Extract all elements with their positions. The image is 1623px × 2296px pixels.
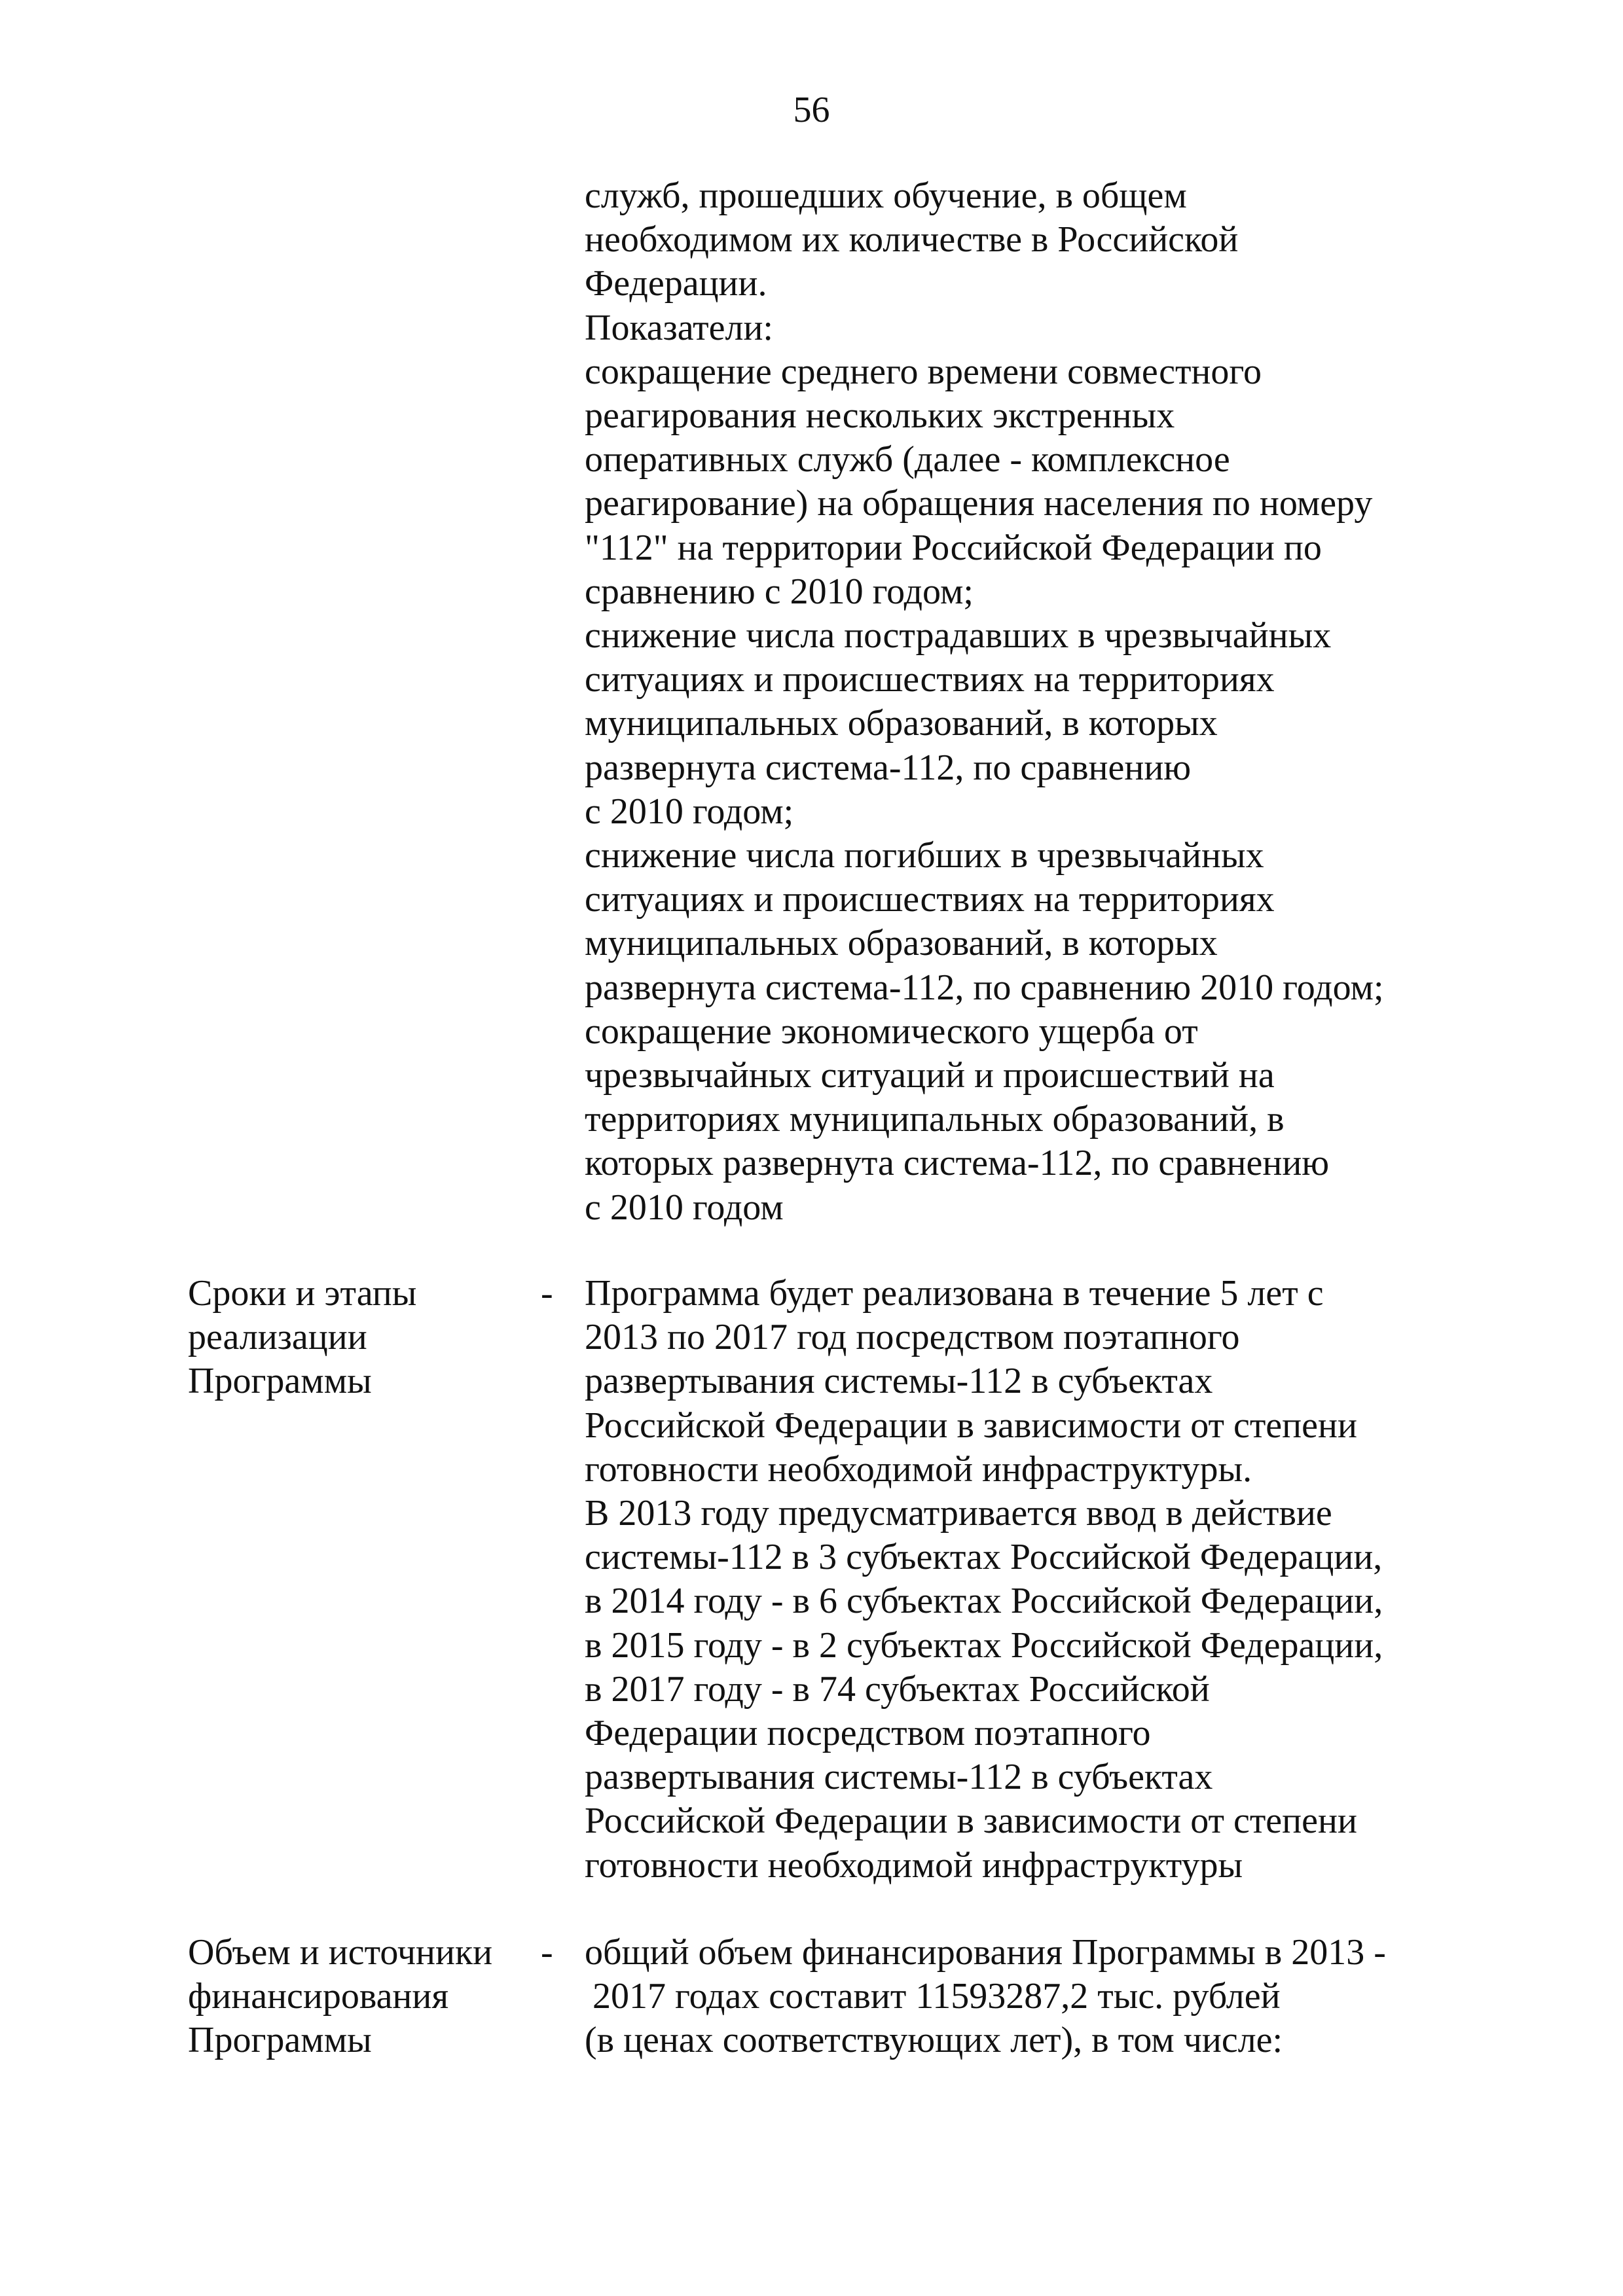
text-line: территориях муниципальных образований, в: [585, 1099, 1285, 1140]
text-line: ситуациях и происшествиях на территориях: [585, 879, 1275, 920]
text-line: 2017 годах составит 11593287,2 тыс. рублей: [593, 1976, 1281, 2017]
text-line: снижение числа погибших в чрезвычайных: [585, 835, 1264, 876]
label-line: Программы: [188, 1361, 372, 1402]
text-line: которых развернута система-112, по сравнению: [585, 1143, 1330, 1184]
text-line: с 2010 годом;: [585, 791, 794, 832]
text-line: снижение числа пострадавших в чрезвычайных: [585, 615, 1332, 656]
section-content: [585, 1931, 1386, 2063]
text-line: Российской Федерации в зависимости от степени: [585, 1801, 1357, 1842]
text-line: оперативных служб (далее - комплексное: [585, 439, 1230, 480]
text-line: "112" на территории Российской Федерации по: [585, 527, 1322, 568]
text-line: развертывания системы-112 в субъектах: [585, 1361, 1213, 1402]
text-line: муниципальных образований, в которых: [585, 923, 1218, 964]
label-line: Объем и источники: [188, 1932, 493, 1973]
text-line: развернута система-112, по сравнению: [585, 747, 1192, 788]
text-line: Российской Федерации в зависимости от степени: [585, 1405, 1357, 1446]
text-line: готовности необходимой инфраструктуры.: [585, 1448, 1252, 1490]
section-dash: -: [541, 1932, 553, 1973]
text-line: развертывания системы-112 в субъектах: [585, 1757, 1213, 1798]
section-label: [188, 1931, 492, 2063]
section-content: [585, 1272, 1383, 1888]
text-line: ситуациях и происшествиях на территориях: [585, 659, 1275, 700]
text-line: Федерации.: [585, 263, 767, 304]
text-line: чрезвычайных ситуаций и происшествий на: [585, 1055, 1275, 1096]
text-line: в 2014 году - в 6 субъектах Российской Федерации,: [585, 1581, 1383, 1622]
text-line: Федерации посредством поэтапного: [585, 1713, 1151, 1754]
text-line: (в ценах соответствующих лет), в том числе:: [585, 2020, 1283, 2061]
text-line: реагирования нескольких экстренных: [585, 395, 1175, 437]
text-line: сравнению с 2010 годом;: [585, 571, 974, 612]
text-line: муниципальных образований, в которых: [585, 703, 1218, 744]
text-line: системы-112 в 3 субъектах Российской Федерации,: [585, 1537, 1383, 1578]
text-line: 2013 по 2017 год посредством поэтапного: [585, 1317, 1240, 1358]
text-line: развернута система-112, по сравнению 2010 годом;: [585, 967, 1384, 1008]
label-line: реализации: [188, 1317, 367, 1358]
indicators-heading: Показатели:: [585, 307, 773, 348]
text-line: в 2017 году - в 74 субъектах Российской: [585, 1668, 1210, 1710]
label-line: Сроки и этапы: [188, 1273, 417, 1314]
text-line: сокращение среднего времени совместного: [585, 351, 1262, 392]
section-dash: -: [541, 1273, 553, 1314]
text-line: общий объем финансирования Программы в 2013 -: [585, 1932, 1386, 1973]
text-line: готовности необходимой инфраструктуры: [585, 1844, 1243, 1886]
section-label: [188, 1272, 416, 1404]
text-line: Программа будет реализована в течение 5 лет с: [585, 1273, 1324, 1314]
text-line: реагирование) на обращения населения по номеру: [585, 483, 1373, 524]
label-line: Программы: [188, 2020, 372, 2061]
text-line: служб, прошедших обучение, в общем: [585, 175, 1187, 216]
page-number: 56: [793, 90, 830, 130]
text-line: с 2010 годом: [585, 1187, 784, 1228]
label-line: финансирования: [188, 1976, 449, 2017]
text-line: необходимом их количестве в Российской: [585, 219, 1239, 260]
text-line: В 2013 году предусматривается ввод в действие: [585, 1493, 1332, 1534]
indicators-block: [585, 174, 1384, 1230]
text-line: сокращение экономического ущерба от: [585, 1011, 1198, 1052]
text-line: в 2015 году - в 2 субъектах Российской Федерации,: [585, 1624, 1383, 1666]
